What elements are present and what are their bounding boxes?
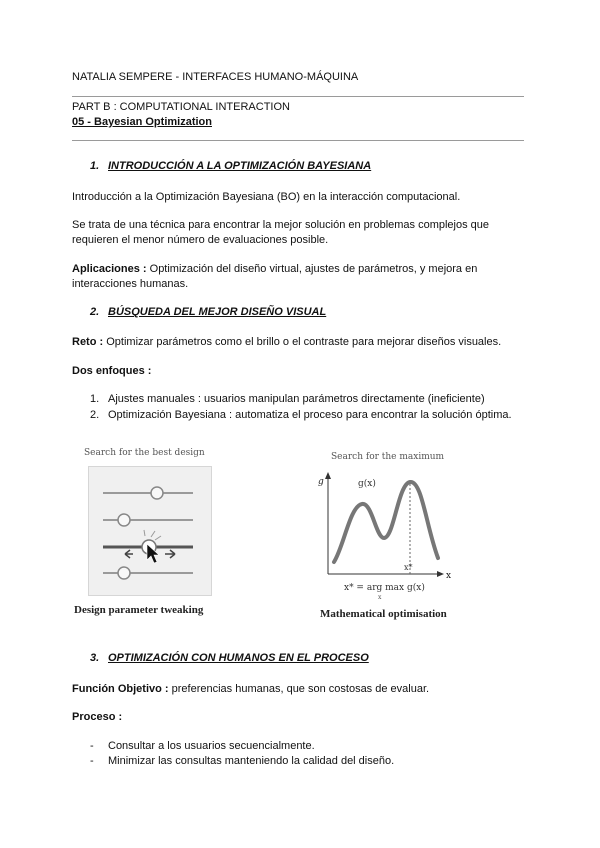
argmax-formula: x* = arg max g(x) — [344, 583, 425, 593]
section1-para2-line2: requieren el menor número de evaluaciones posible. — [72, 234, 329, 246]
left-arrow-icon — [125, 550, 133, 558]
click-spark — [151, 531, 155, 537]
section1-title: INTRODUCCIÓN A LA OPTIMIZACIÓN BAYESIANA — [108, 160, 372, 172]
click-spark — [144, 530, 145, 536]
process-text: Minimizar las consultas manteniendo la calidad del diseño. — [108, 755, 395, 767]
topic-line: 05 - Bayesian Optimization — [72, 116, 212, 128]
x-star-label: x* — [404, 563, 413, 572]
click-spark — [155, 536, 161, 540]
right-figure-caption: Mathematical optimisation — [320, 608, 447, 620]
slider-panel — [88, 466, 212, 596]
left-figure-caption: Design parameter tweaking — [74, 604, 204, 616]
approach-number: 1. — [90, 393, 100, 405]
right-arrow-icon — [165, 550, 175, 558]
objective-curve — [334, 482, 438, 562]
optimisation-plot — [314, 466, 454, 606]
applications-line2: interacciones humanas. — [72, 278, 189, 290]
objective-line — [72, 682, 429, 697]
approach-item-1 — [90, 392, 485, 407]
slider-knob — [151, 487, 163, 499]
applications-text: Optimización del diseño virtual, ajustes de parámetros, y mejora en — [146, 263, 478, 275]
objective-label: Función Objetivo : — [72, 683, 169, 695]
section3-heading — [90, 652, 369, 664]
challenge-text: Optimizar parámetros como el brillo o el contraste para mejorar diseños visuales. — [103, 336, 502, 348]
section3-number: 3. — [90, 652, 100, 664]
approach-item-2 — [90, 408, 512, 423]
objective-text: preferencias humanas, que son costosas de evaluar. — [168, 683, 430, 695]
topic-divider — [72, 140, 524, 141]
section1-para2-line1: Se trata de una técnica para encontrar la mejor solución en problemas complejos que — [72, 219, 490, 231]
left-figure-title: Search for the best design — [84, 448, 205, 458]
slider-panel-graphic — [89, 467, 211, 595]
process-bullet: - — [90, 740, 94, 752]
process-item-2 — [90, 754, 394, 769]
challenge-label: Reto : — [72, 336, 104, 348]
process-label: Proceso : — [72, 711, 123, 723]
process-bullet: - — [90, 755, 94, 767]
section1-heading — [90, 160, 371, 172]
approaches-label: Dos enfoques : — [72, 365, 152, 377]
approach-text: Optimización Bayesiana : automatiza el proceso para encontrar la solución óptima. — [108, 409, 512, 421]
author-line: NATALIA SEMPERE - INTERFACES HUMANO-MÁQUINA — [72, 71, 359, 83]
approach-text: Ajustes manuales : usuarios manipulan parámetros directamente (ineficiente) — [108, 393, 485, 405]
slider-knob — [118, 567, 130, 579]
section2-title: BÚSQUEDA DEL MEJOR DISEÑO VISUAL — [108, 306, 327, 318]
y-axis-label: g — [318, 477, 324, 487]
section1-intro: Introducción a la Optimización Bayesiana (BO) en la interacción computacional. — [72, 191, 461, 203]
y-axis-arrow — [325, 472, 331, 479]
challenge-line — [72, 335, 501, 350]
section2-heading — [90, 306, 326, 318]
applications-label: Aplicaciones : — [72, 263, 147, 275]
argmax-subscript: x — [378, 594, 382, 601]
section1-number: 1. — [90, 160, 100, 172]
process-item-1 — [90, 739, 315, 754]
slider-knob — [118, 514, 130, 526]
section2-number: 2. — [90, 306, 100, 318]
approach-number: 2. — [90, 409, 100, 421]
right-figure-title: Search for the maximum — [331, 452, 445, 462]
applications-line1 — [72, 262, 477, 277]
x-axis-label: x — [446, 571, 452, 581]
curve-label: g(x) — [358, 479, 376, 489]
x-axis-arrow — [437, 571, 444, 577]
section3-title: OPTIMIZACIÓN CON HUMANOS EN EL PROCESO — [108, 652, 369, 664]
header-divider — [72, 96, 524, 97]
part-line: PART B : COMPUTATIONAL INTERACTION — [72, 101, 290, 113]
process-text: Consultar a los usuarios secuencialmente. — [108, 740, 315, 752]
